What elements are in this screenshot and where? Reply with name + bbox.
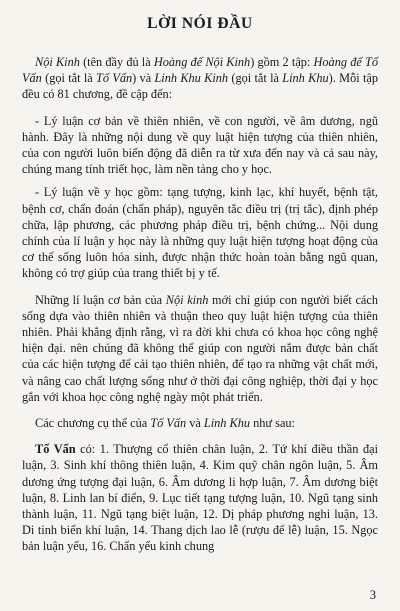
text-run: như sau: — [250, 416, 295, 431]
text-run: ) gồm 2 tập: — [250, 55, 314, 69]
text-run: (tên đầy đủ là — [79, 55, 154, 69]
italic-text: Hoàng đế Nội Kinh — [153, 55, 251, 69]
page-number: 3 — [369, 588, 376, 602]
body-paragraph-chapters-intro — [22, 415, 378, 431]
italic-text: Nội kinh — [165, 292, 209, 307]
text-run: và — [186, 416, 204, 431]
italic-text: Tố Vấn — [150, 416, 187, 431]
italic-text: Nội Kinh — [35, 55, 80, 69]
text-run: ). Mỗi tập đều có 81 chương, đề cập đến: — [22, 71, 378, 102]
text-run: có: 1. Thượng cổ thiên chân luận, 2. Tứ khí điều thần đại luận, 3. Sinh khí thông thiên luận, 4. Kim quỹ chân ngôn luận, 5. Âm dương ứng tượng đại luận, 6. Âm dương li hợp luận, 7. Âm dương biệt luận, 8. Linh lan bí điển, 9. Lục tiết tạng tượng luận, 10. Ngũ tạng sinh thành luận, 11. Ngũ tạng biệt luận, 12. Dị pháp phương nghi luận, 13. Di tinh biến khí luận, 14. Thang dịch lao lễ (rượu để lễ) luận, 15. Ngọc bản luận yếu, 16. Chẩn yếu kinh chung — [22, 442, 378, 554]
italic-text: Hoàng đế Tố Vấn — [22, 55, 378, 86]
text-run: mới chỉ giúp con người biết cách sống dựa vào thiên nhiên và thuận theo quy luật hiện tượng của thiên nhiên. Phải khẳng định rằng, vì ra đời khi chưa có khoa học công nghệ hiện đại. nên chúng đã không thể giúp con người nắm được bản chất của các hiện tượng để cải tạo thiên nhiên, để tạo ra những vật chất mới, và nâng cao chất lượng sống như ở thời đại công nghiệp, thời đại y học gắn với khoa học công nghệ ngày một phát triển. — [22, 292, 378, 404]
body-paragraph-to-van-chapters — [22, 441, 378, 554]
italic-text: Tố Vấn — [96, 71, 133, 86]
intro-paragraph — [22, 54, 378, 103]
italic-text: Linh Khu — [282, 71, 329, 86]
body-paragraph-theory — [22, 292, 378, 405]
text-run: Các chương cụ thể của — [35, 416, 151, 431]
text-run: ) và — [132, 71, 155, 86]
text-run: (gọi tắt là — [228, 71, 283, 86]
italic-text: Linh Khu Kinh — [154, 71, 229, 86]
text-run: (gọi tắt là — [41, 71, 97, 86]
bullet-paragraph-medicine: - Lý luận về y học gồm: tạng tượng, kinh lạc, khí huyết, bệnh tật, bệnh cơ, chẩn đoán (chẩn pháp), nguyên tắc điều trị (trị tắc), định phép chữa, lập phương, các phương pháp điều trị, bệnh chứng... Nội dung chính của lí luận y học này là những quy luật hiện tượng hoạt động của cơ thể sống luôn hóa sinh, được nhận thức hoàn toàn bằng ngũ quan, không có trợ giúp của trang thiết bị y tế. — [22, 185, 378, 281]
bold-text: Tố Vấn — [35, 442, 76, 457]
page-title: LỜI NÓI ĐẦU — [147, 15, 253, 32]
italic-text: Linh Khu — [203, 416, 251, 431]
text-run: Những lí luận cơ bản của — [35, 292, 166, 307]
bullet-paragraph-theory: - Lý luận cơ bản về thiên nhiên, về con người, về âm dương, ngũ hành. Đây là những nội dung về quy luật hiện tượng của thiên nhiên, của con người luôn biến động đã diễn ra từ xưa đến nay và cả sau này, chúng mang tính triết học, làm nền tảng cho y học. — [22, 113, 378, 177]
